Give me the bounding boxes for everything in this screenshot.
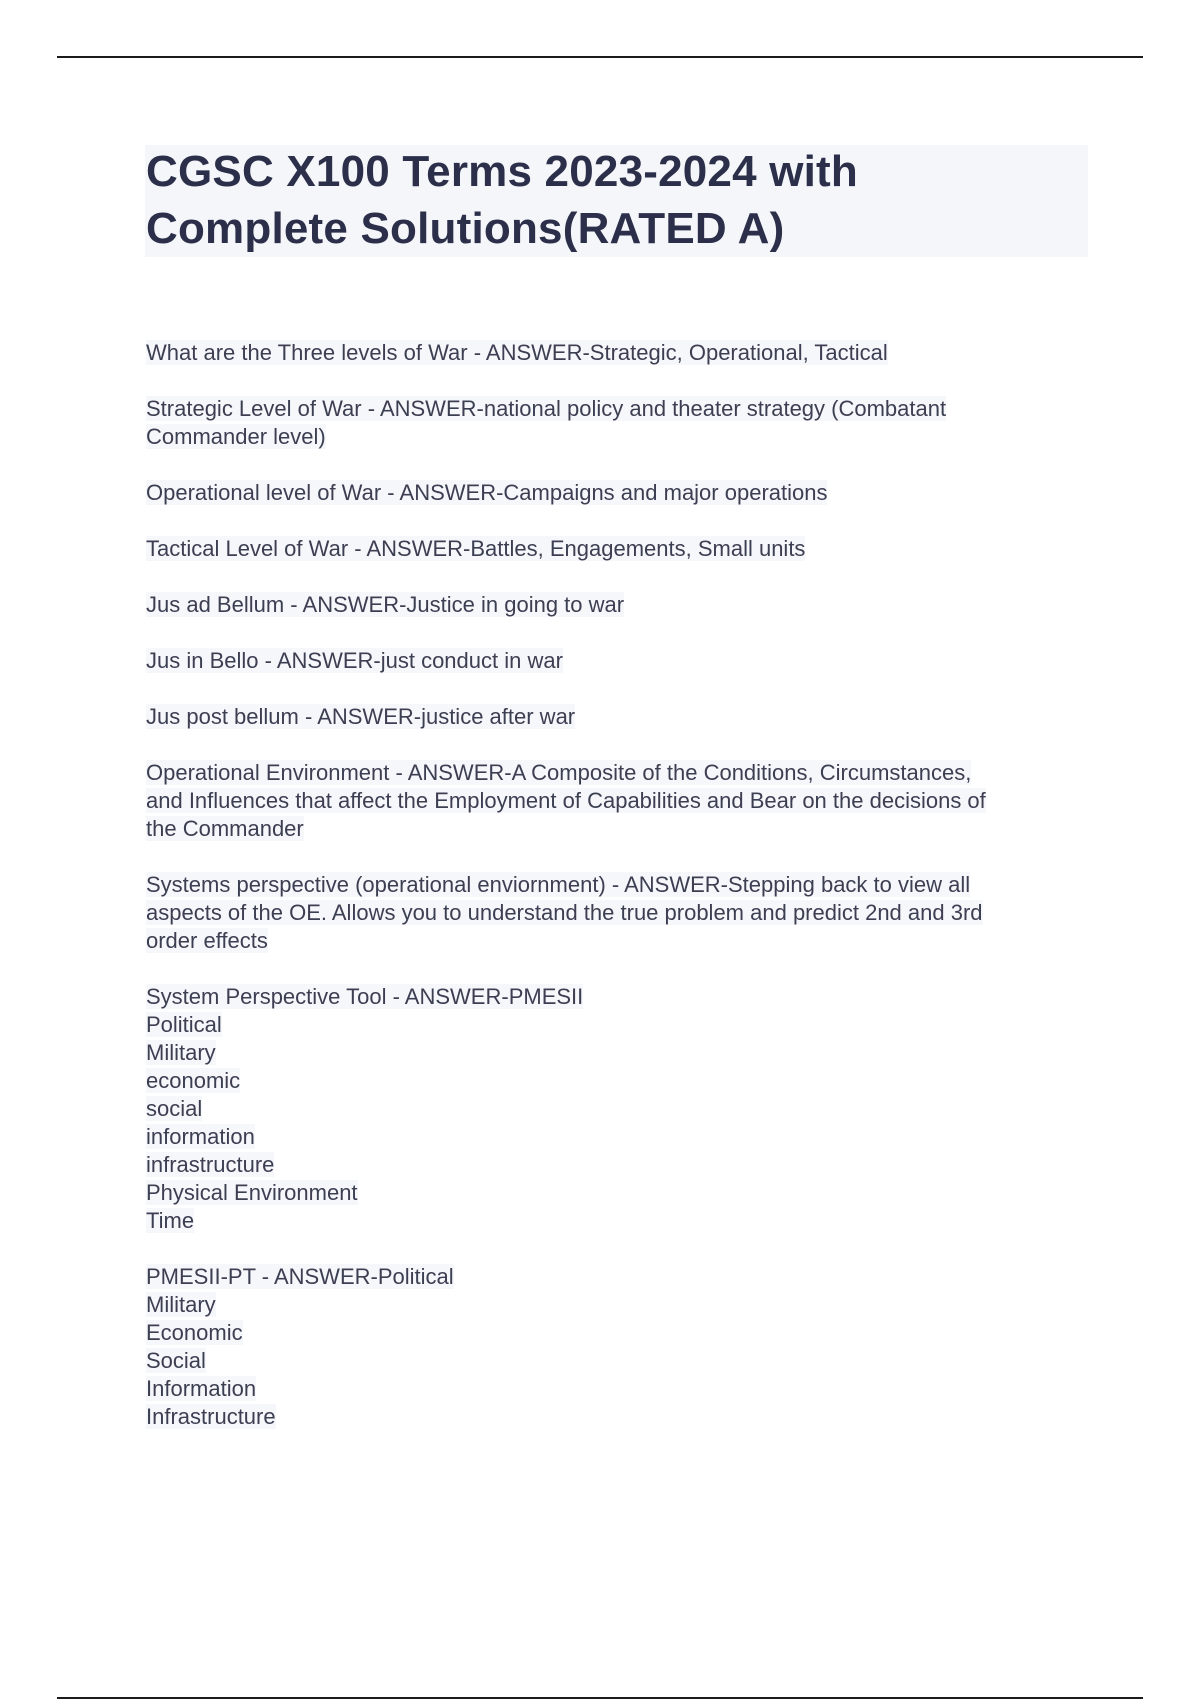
term-text: Physical Environment (146, 1180, 358, 1205)
term-line (146, 647, 1096, 675)
term-entry (146, 983, 1096, 1235)
term-line (146, 759, 1096, 787)
term-text: social (146, 1096, 203, 1121)
title-line-2: Complete Solutions(RATED A) (146, 204, 785, 253)
term-line (146, 423, 1096, 451)
term-line (146, 535, 1096, 563)
term-text: aspects of the OE. Allows you to understand the true problem and predict 2nd and 3rd (146, 900, 983, 925)
term-line (146, 1067, 1096, 1095)
term-text: What are the Three levels of War - ANSWER-Strategic, Operational, Tactical (146, 340, 888, 365)
term-entry (146, 647, 1096, 675)
term-line (146, 1011, 1096, 1039)
term-text: Systems perspective (operational enviornment) - ANSWER-Stepping back to view all (146, 872, 971, 897)
term-line (146, 479, 1096, 507)
term-text: Social (146, 1348, 206, 1373)
term-text: Strategic Level of War - ANSWER-national policy and theater strategy (Combatant (146, 396, 947, 421)
term-line (146, 1403, 1096, 1431)
term-text: Time (146, 1208, 195, 1233)
term-line (146, 1123, 1096, 1151)
term-line (146, 1179, 1096, 1207)
term-line (146, 1207, 1096, 1235)
term-entry (146, 759, 1096, 843)
term-text: Infrastructure (146, 1404, 276, 1429)
term-text: infrastructure (146, 1152, 275, 1177)
term-line (146, 899, 1096, 927)
term-line (146, 591, 1096, 619)
term-line (146, 395, 1096, 423)
term-line (146, 1095, 1096, 1123)
term-entry (146, 339, 1096, 367)
term-line (146, 871, 1096, 899)
term-text: Information (146, 1376, 257, 1401)
term-text: PMESII-PT - ANSWER-Political (146, 1264, 454, 1289)
term-entry (146, 703, 1096, 731)
term-line (146, 703, 1096, 731)
term-text: Military (146, 1040, 216, 1065)
term-line (146, 1375, 1096, 1403)
term-line (146, 1151, 1096, 1179)
term-text: Operational level of War - ANSWER-Campaigns and major operations (146, 480, 828, 505)
term-entry (146, 591, 1096, 619)
term-text: Operational Environment - ANSWER-A Composite of the Conditions, Circumstances, (146, 760, 972, 785)
term-entry (146, 535, 1096, 563)
term-text: Jus in Bello - ANSWER-just conduct in war (146, 648, 563, 673)
term-list (146, 339, 1096, 1459)
term-line (146, 927, 1096, 955)
footer-rule (57, 1697, 1143, 1699)
term-text: Tactical Level of War - ANSWER-Battles, Engagements, Small units (146, 536, 806, 561)
term-line (146, 1347, 1096, 1375)
term-line (146, 787, 1096, 815)
term-line (146, 339, 1096, 367)
term-text: Political (146, 1012, 222, 1037)
term-line (146, 983, 1096, 1011)
page-title (146, 143, 1086, 257)
term-text: Economic (146, 1320, 243, 1345)
term-line (146, 1291, 1096, 1319)
term-entry (146, 1263, 1096, 1431)
term-entry (146, 479, 1096, 507)
term-text: information (146, 1124, 255, 1149)
term-line (146, 1263, 1096, 1291)
term-line (146, 815, 1096, 843)
header-rule (57, 56, 1143, 58)
term-entry (146, 871, 1096, 955)
title-line-1: CGSC X100 Terms 2023-2024 with (146, 147, 858, 196)
term-line (146, 1039, 1096, 1067)
term-text: order effects (146, 928, 268, 953)
term-text: System Perspective Tool - ANSWER-PMESII (146, 984, 584, 1009)
term-text: Commander level) (146, 424, 326, 449)
term-text: economic (146, 1068, 241, 1093)
term-text: and Influences that affect the Employment of Capabilities and Bear on the decisions of (146, 788, 986, 813)
term-text: the Commander (146, 816, 304, 841)
term-line (146, 1319, 1096, 1347)
term-entry (146, 395, 1096, 451)
term-text: Jus post bellum - ANSWER-justice after war (146, 704, 576, 729)
term-text: Jus ad Bellum - ANSWER-Justice in going to war (146, 592, 625, 617)
term-text: Military (146, 1292, 216, 1317)
